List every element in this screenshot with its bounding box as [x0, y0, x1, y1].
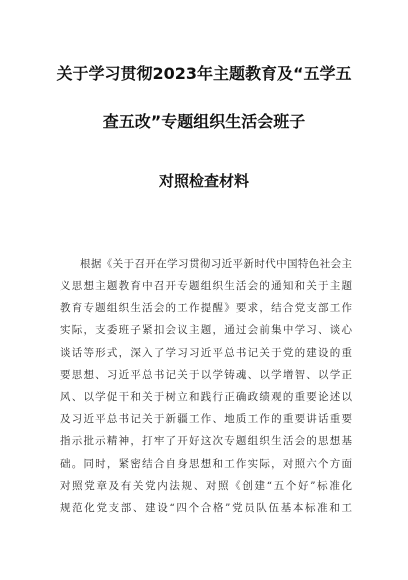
body-line-7: 风、以学促干和关于树立和践行正确政绩观的重要论述以 — [60, 391, 352, 403]
document-title-line-3: 对照检查材料 — [158, 172, 249, 190]
body-line-4: 实际，支委班子紧扣会议主题，通过会前集中学习、谈心 — [60, 324, 352, 336]
body-line-8: 及习近平总书记关于新疆工作、地质工作的重要讲话重要 — [60, 413, 352, 425]
body-line-10: 础。同时，紧密结合自身思想和工作实际，对照六个方面 — [60, 458, 352, 470]
body-line-5: 谈话等形式，深入了学习习近平总书记关于党的建设的重 — [60, 347, 352, 359]
body-line-12: 规范化党支部、建设“四个合格”党员队伍基本标准和工 — [60, 502, 352, 514]
body-line-3: 教育专题组织生活会的工作提醒》要求，结合党支部工作 — [60, 302, 352, 314]
body-line-6: 要思想、习近平总书记关于以学铸魂、以学增智、以学正 — [60, 369, 352, 381]
body-line-9: 指示批示精神，打牢了开好这次专题组织生活会的思想基 — [60, 435, 352, 447]
body-line-11: 对照党章及有关党内法规、对照《创建“五个好”标准化 — [60, 480, 352, 492]
document-title-line-2: 查五改”专题组织生活会班子 — [102, 112, 306, 131]
document-title-line-1: 关于学习贯彻2023年主题教育及“五学五 — [56, 64, 352, 83]
body-line-1: 根据《关于召开在学习贯彻习近平新时代中国特色社会主 — [80, 258, 352, 270]
body-line-2: 义思想主题教育中召开专题组织生活会的通知和关于主题 — [60, 280, 352, 292]
